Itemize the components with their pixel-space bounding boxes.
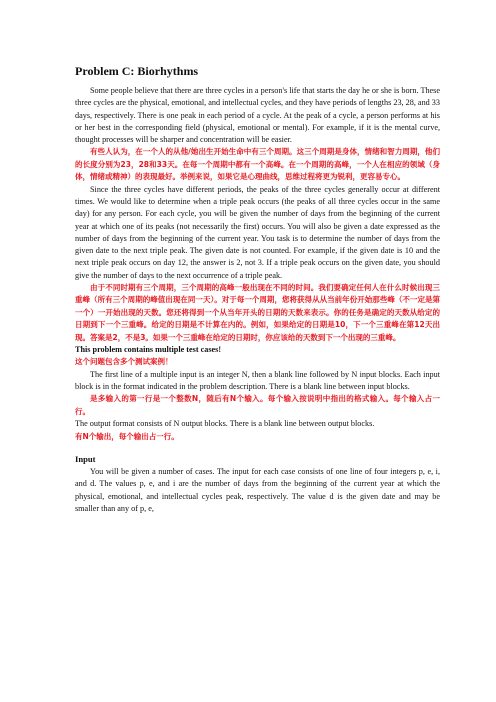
paragraph-input-format-cn: 是多输入的第一行是一个整数N，随后有N个输入。每个输入按说明中指出的格式输入。每个输入占一行。	[75, 394, 440, 416]
paragraph-output-format-en: The output format consists of N output blocks. There is a blank line between output blocks.	[75, 419, 375, 429]
paragraph-intro-en: Some people believe that there are three cycles in a person's life that starts the day he or she is born. These three cycles are the physical, emotional, and intellectual cycles, and they have periods of lengths 23, 28, and 33 days, respectively. There is one peak in each period of a cycle. At the peak of a cycle, a person performs at his or her best in the corresponding field (physical, emotional or mental). For example, if it is the mental curve, thought processes will be sharper and concentration will be easier.	[75, 86, 440, 145]
multiple-cases-note-en: This problem contains multiple test cases!	[75, 345, 222, 355]
paragraph-task-cn: 由于不同时期有三个周期，三个周期的高峰一般出现在不同的时间。我们要确定任何人在什么时候出现三重峰（所有三个周期的峰值出现在同一天）。对于每一个周期，您将获得从从当前年份开始那些峰（不一定是第一个）一开始出现的天数。您还将得到一个从当年开头的日期的天数来表示。你的任务是确定的天数从给定的日期到下一个三重峰。给定的日期是不计算在内的。例如，如果给定的日期是10，下一个三重峰在第12天出现。答案是2，不是3。如果一个三重峰在给定的日期时，你应该给的天数到下一个出现的三重峰。	[75, 283, 440, 342]
paragraph-task-en: Since the three cycles have different periods, the peaks of the three cycles generally occur at different times. We would like to determine when a triple peak occurs (the peaks of all three cycles occur in the same day) for any person. For each cycle, you will be given the number of days from the beginning of the current year at which one of its peaks (not necessarily the first) occurs. You will also be given a date expressed as the number of days from the beginning of the current year. You task is to determine the number of days from the given date to the next triple peak. The given date is not counted. For example, if the given date is 10 and the next triple peak occurs on day 12, the answer is 2, not 3. If a triple peak occurs on the given date, you should give the number of days to the next occurrence of a triple peak.	[75, 184, 440, 280]
paragraph-input-format-en: The first line of a multiple input is an integer N, then a blank line followed by N input blocks. Each input block is in the format indicated in the problem description. There is a blank line between input blocks.	[75, 369, 440, 392]
input-section-heading: Input	[75, 453, 96, 464]
paragraph-intro-cn: 有些人认为，在一个人的从他/她出生开始生命中有三个周期。这三个周期是身体，情绪和智力周期，他们的长度分别为23，28和33天。在每一个周期中都有一个高峰。在一个周期的高峰，一个人在相应的领域（身体，情绪或精神）的表现最好。举例来说，如果它是心理曲线，思维过程将更为锐利，更容易专心。	[75, 147, 440, 182]
page-title: Problem C: Biorhythms	[75, 64, 199, 78]
multiple-cases-note-cn: 这个问题包含多个测试案例！	[75, 357, 173, 367]
paragraph-output-format-cn: 有N个输出，每个输出占一行。	[75, 431, 179, 441]
paragraph-input-description-en: You will be given a number of cases. The input for each case consists of one line of four integers p, e, i, and d. The values p, e, and i are the number of days from the beginning of the current year at which the physical, emotional, and intellectual cycles peak, respectively. The value d is the given date and may be smaller than any of p, e,	[75, 466, 440, 513]
